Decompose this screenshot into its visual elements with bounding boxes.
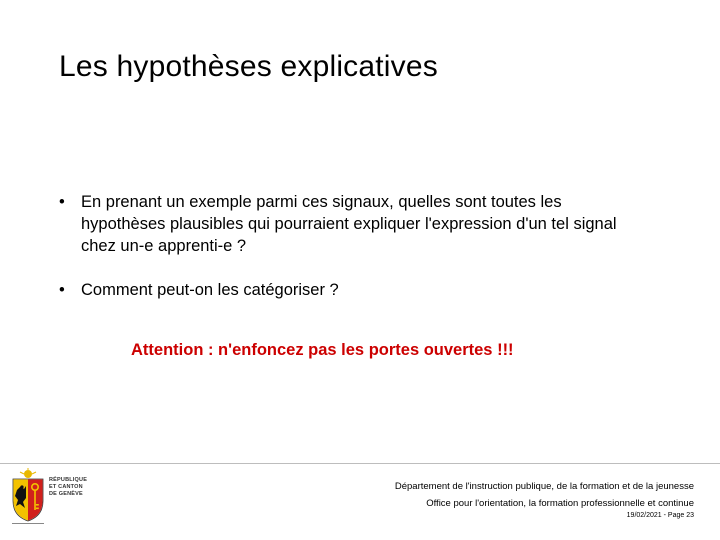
logo-line: DE GENÈVE (49, 491, 83, 497)
logo-line: RÉPUBLIQUE (49, 477, 88, 483)
office-name: Office pour l'orientation, la formation professionnelle et continue (426, 498, 694, 509)
bullet-marker: • (59, 281, 65, 299)
logo-wordmark (49, 477, 87, 498)
bullet-text: Comment peut-on les catégoriser ? (81, 281, 339, 299)
footer-department (395, 478, 694, 512)
date-page-number: 19/02/2021 - Page 23 (626, 512, 694, 519)
bullet-list (59, 191, 649, 301)
bullet-item (59, 191, 649, 257)
bullet-item (59, 279, 649, 301)
attention-note: Attention : n'enfoncez pas les portes ouvertes !!! (131, 341, 514, 359)
slide-title: Les hypothèses explicatives (59, 50, 438, 83)
footer-divider (0, 463, 720, 464)
bullet-text: En prenant un exemple parmi ces signaux, quelles sont toutes les hypothèses plausibles qui pourraient expliquer l'expression d'un tel signal chez un-e apprenti-e ? (81, 193, 617, 255)
logo-line: ET CANTON (49, 484, 83, 490)
department-name: Département de l'instruction publique, de la formation et de la jeunesse (394, 481, 694, 492)
bullet-marker: • (59, 193, 65, 211)
